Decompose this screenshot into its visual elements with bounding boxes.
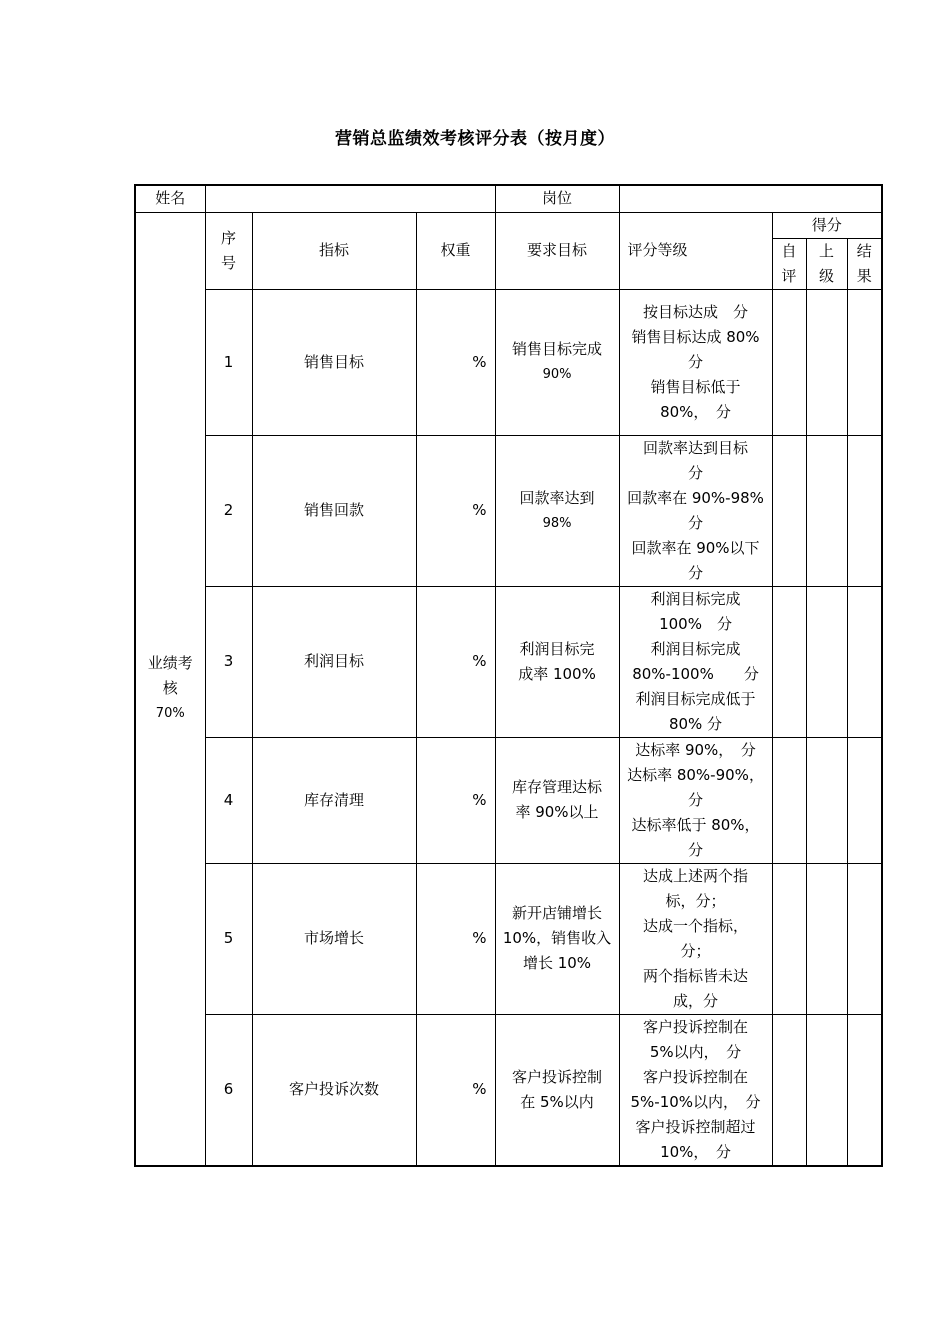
target-line: 库存管理达标 — [512, 778, 603, 796]
weight-cell[interactable]: % — [416, 863, 495, 1014]
grade-cell — [619, 435, 772, 586]
target-line: 新开店铺增长 — [512, 904, 603, 922]
target-line: 10%，销售收入 — [502, 929, 612, 947]
result-score-cell[interactable] — [847, 863, 882, 1014]
grade-line: 客户投诉控制在 — [643, 1067, 749, 1086]
grade-line: 分 — [688, 463, 704, 482]
grade-line: 分 — [688, 513, 704, 532]
weight-cell[interactable]: % — [416, 289, 495, 435]
grade-line: 客户投诉控制超过 — [635, 1117, 756, 1136]
superior-score-cell[interactable] — [806, 435, 847, 586]
grade-line: 80%-100% 分 — [632, 664, 759, 683]
table-row — [135, 1014, 882, 1166]
result-score-cell[interactable] — [847, 586, 882, 737]
target-cell — [495, 586, 619, 737]
grade-line: 回款率在 90%以下 — [631, 538, 760, 557]
table-row — [135, 737, 882, 863]
row-number: 6 — [205, 1014, 252, 1166]
category-cell — [135, 212, 205, 1166]
grade-line: 分 — [688, 563, 704, 582]
indicator-cell: 库存清理 — [252, 737, 416, 863]
grade-line: 80% 分 — [668, 714, 723, 733]
name-field[interactable] — [205, 185, 495, 212]
grade-line: 达成一个指标， — [643, 916, 749, 935]
weight-cell[interactable]: % — [416, 737, 495, 863]
seq-header — [205, 212, 252, 289]
indicator-cell: 市场增长 — [252, 863, 416, 1014]
result-score-cell[interactable] — [847, 435, 882, 586]
grade-line: 利润目标完成 — [650, 589, 741, 608]
grade-line: 分； — [680, 941, 711, 960]
self-score-cell[interactable] — [772, 435, 806, 586]
page-title: 营销总监绩效考核评分表（按月度） — [335, 129, 615, 149]
grade-cell — [619, 586, 772, 737]
row-number: 4 — [205, 737, 252, 863]
target-line: 回款率达到 — [519, 488, 595, 507]
grade-line: 达标率 80%-90%， — [627, 765, 764, 784]
weight-cell[interactable]: % — [416, 1014, 495, 1166]
weight-header: 权重 — [416, 212, 495, 289]
self-score-cell[interactable] — [772, 737, 806, 863]
target-line: 成率 100% — [518, 664, 596, 683]
row-number: 2 — [205, 435, 252, 586]
superior-header-line2: 级 — [819, 266, 835, 285]
grade-line: 达标率 90%， 分 — [635, 740, 756, 759]
indicator-cell: 销售回款 — [252, 435, 416, 586]
grade-line: 按目标达成 分 — [643, 302, 749, 321]
grade-cell — [619, 289, 772, 435]
grade-cell — [619, 863, 772, 1014]
grade-line: 10%， 分 — [660, 1142, 731, 1161]
self-score-cell[interactable] — [772, 586, 806, 737]
target-line: 率 90%以上 — [515, 803, 599, 821]
self-score-cell[interactable] — [772, 1014, 806, 1166]
superior-score-cell[interactable] — [806, 863, 847, 1014]
target-line: 销售目标完成 — [512, 340, 603, 358]
grade-line: 分 — [688, 352, 704, 371]
grade-line: 两个指标皆未达 — [643, 966, 749, 985]
seq-header-line2: 号 — [220, 253, 236, 272]
target-cell — [495, 289, 619, 435]
position-label: 岗位 — [495, 185, 619, 212]
column-header-row — [135, 212, 882, 238]
superior-score-cell[interactable] — [806, 289, 847, 435]
self-header-line1: 自 — [781, 241, 797, 260]
superior-header-line1: 上 — [819, 241, 835, 260]
superior-score-header — [806, 238, 847, 289]
seq-header-line1: 序 — [220, 228, 236, 247]
grade-header: 评分等级 — [619, 212, 772, 289]
grade-line: 回款率在 90%-98% — [627, 488, 764, 507]
grade-line: 100% 分 — [659, 614, 732, 633]
self-score-header — [772, 238, 806, 289]
row-number: 3 — [205, 586, 252, 737]
target-line: 客户投诉控制 — [512, 1067, 603, 1086]
result-score-header — [847, 238, 882, 289]
self-header-line2: 评 — [781, 266, 797, 285]
target-line: 增长 10% — [522, 954, 592, 972]
grade-line: 分 — [688, 840, 704, 859]
grade-line: 销售目标达成 80% — [631, 327, 760, 346]
grade-line: 5%-10%以内， 分 — [630, 1092, 761, 1111]
result-header-line1: 结 — [856, 241, 872, 260]
target-cell — [495, 1014, 619, 1166]
name-label: 姓名 — [135, 185, 205, 212]
superior-score-cell[interactable] — [806, 737, 847, 863]
grade-line: 利润目标完成低于 — [635, 689, 756, 708]
category-label-line2: 核 — [162, 679, 178, 697]
grade-line: 达标率低于 80%， — [631, 815, 760, 834]
target-cell — [495, 435, 619, 586]
indicator-cell: 利润目标 — [252, 586, 416, 737]
position-field[interactable] — [619, 185, 882, 212]
target-line: 98% — [542, 515, 572, 531]
table-row — [135, 289, 882, 435]
indicator-cell: 客户投诉次数 — [252, 1014, 416, 1166]
target-line: 在 5%以内 — [520, 1092, 594, 1111]
target-line: 利润目标完 — [519, 639, 595, 658]
weight-cell[interactable]: % — [416, 435, 495, 586]
grade-line: 客户投诉控制在 — [643, 1017, 749, 1036]
grade-cell — [619, 1014, 772, 1166]
target-line: 90% — [542, 367, 572, 382]
row-number: 1 — [205, 289, 252, 435]
score-header: 得分 — [772, 212, 882, 238]
grade-line: 达成上述两个指 — [643, 866, 749, 885]
self-score-cell[interactable] — [772, 289, 806, 435]
superior-score-cell[interactable] — [806, 586, 847, 737]
target-cell — [495, 863, 619, 1014]
category-label-line1: 业绩考 — [147, 654, 193, 672]
grade-line: 分 — [688, 790, 704, 809]
result-score-cell[interactable] — [847, 1014, 882, 1166]
table-row — [135, 863, 882, 1014]
indicator-cell: 销售目标 — [252, 289, 416, 435]
result-score-cell[interactable] — [847, 289, 882, 435]
target-header: 要求目标 — [495, 212, 619, 289]
info-row — [135, 185, 882, 212]
self-score-cell[interactable] — [772, 863, 806, 1014]
row-number: 5 — [205, 863, 252, 1014]
grade-line: 80%， 分 — [660, 402, 731, 421]
grade-line: 销售目标低于 — [650, 377, 741, 396]
category-weight: 70% — [155, 706, 185, 721]
grade-line: 回款率达到目标 — [643, 438, 749, 457]
table-row — [135, 586, 882, 737]
indicator-header: 指标 — [252, 212, 416, 289]
result-header-line2: 果 — [856, 266, 872, 285]
target-cell — [495, 737, 619, 863]
grade-line: 成，分 — [673, 991, 719, 1010]
grade-line: 5%以内， 分 — [649, 1042, 742, 1061]
grade-line: 利润目标完成 — [650, 639, 741, 658]
weight-cell[interactable]: % — [416, 586, 495, 737]
result-score-cell[interactable] — [847, 737, 882, 863]
evaluation-table — [134, 184, 883, 1167]
grade-line: 标，分； — [665, 891, 726, 910]
superior-score-cell[interactable] — [806, 1014, 847, 1166]
grade-cell — [619, 737, 772, 863]
table-row — [135, 435, 882, 586]
